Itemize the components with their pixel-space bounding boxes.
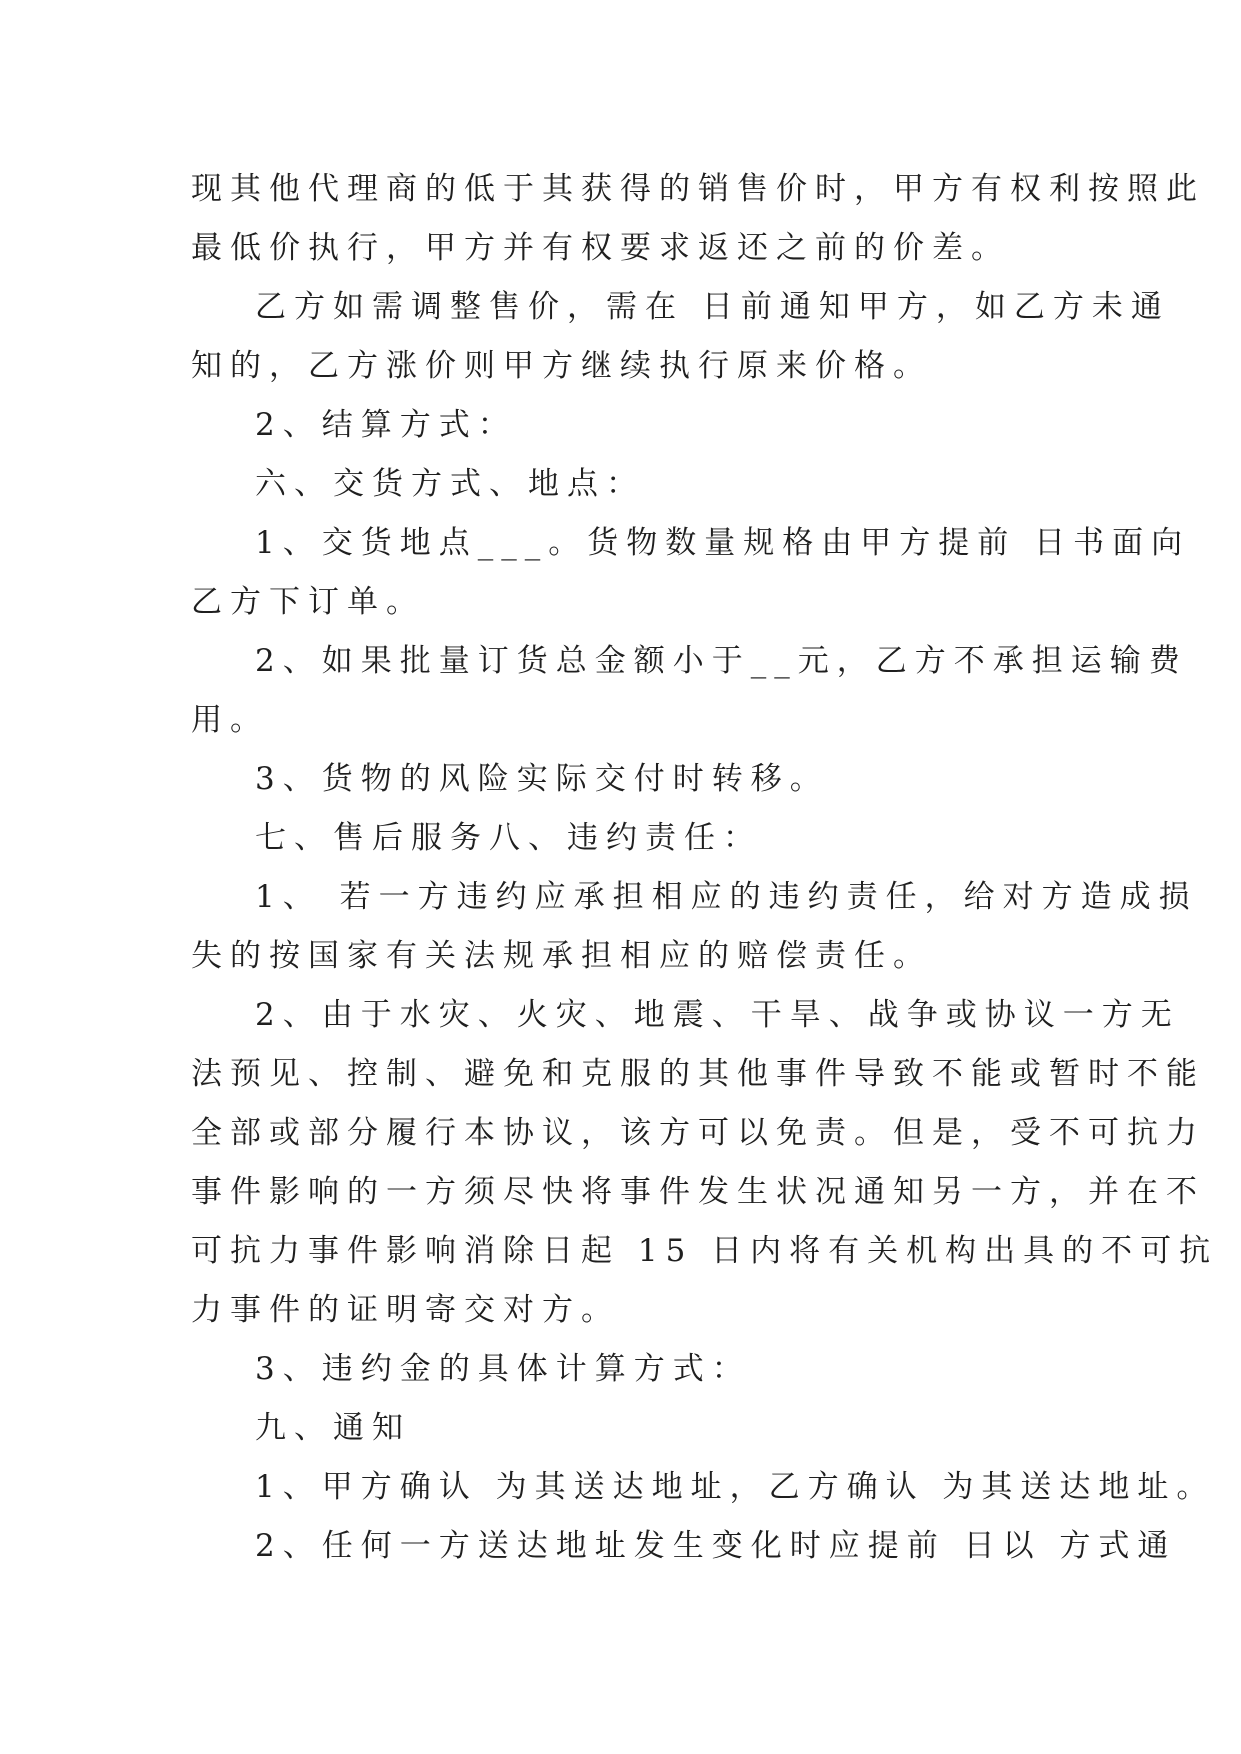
text-line: 2、结算方式： <box>255 407 517 443</box>
text-line: 力事件的证明寄交对方。 <box>191 1292 620 1328</box>
text-line: 2、任何一方送达地址发生变化时应提前 日以 方式通 <box>255 1528 1177 1564</box>
text-line: 六、交货方式、地点： <box>255 466 645 502</box>
text-line: 1、交货地点___。货物数量规格由甲方提前 日书面向 <box>255 525 1191 561</box>
text-line: 3、违约金的具体计算方式： <box>255 1351 751 1387</box>
text-line: 1、甲方确认 为其送达地址，乙方确认 为其送达地址。 <box>255 1469 1216 1505</box>
document-body <box>191 160 1219 1576</box>
text-line: 事件影响的一方须尽快将事件发生状况通知另一方，并在不 <box>191 1174 1205 1210</box>
text-line: 乙方下订单。 <box>191 584 425 620</box>
text-line: 全部或部分履行本协议，该方可以免责。但是，受不可抗力 <box>191 1115 1205 1151</box>
text-line: 用。 <box>191 702 269 738</box>
text-line: 知的，乙方涨价则甲方继续执行原来价格。 <box>191 348 932 384</box>
text-line: 九、通知 <box>255 1410 411 1446</box>
text-line: 七、售后服务八、违约责任： <box>255 820 762 856</box>
text-line: 3、货物的风险实际交付时转移。 <box>255 761 829 797</box>
text-line: 1、 若一方违约应承担相应的违约责任，给对方造成损 <box>255 879 1198 915</box>
text-line: 法预见、控制、避免和克服的其他事件导致不能或暂时不能 <box>191 1056 1205 1092</box>
text-line: 现其他代理商的低于其获得的销售价时，甲方有权利按照此 <box>191 171 1205 207</box>
text-line: 2、如果批量订货总金额小于__元，乙方不承担运输费 <box>255 643 1188 679</box>
text-line: 可抗力事件影响消除日起 15 日内将有关机构出具的不可抗 <box>191 1233 1219 1269</box>
text-line: 最低价执行，甲方并有权要求返还之前的价差。 <box>191 230 1010 266</box>
text-line: 2、由于水灾、火灾、地震、干旱、战争或协议一方无 <box>255 997 1180 1033</box>
text-line: 失的按国家有关法规承担相应的赔偿责任。 <box>191 938 932 974</box>
text-line: 乙方如需调整售价，需在 日前通知甲方，如乙方未通 <box>255 289 1170 325</box>
